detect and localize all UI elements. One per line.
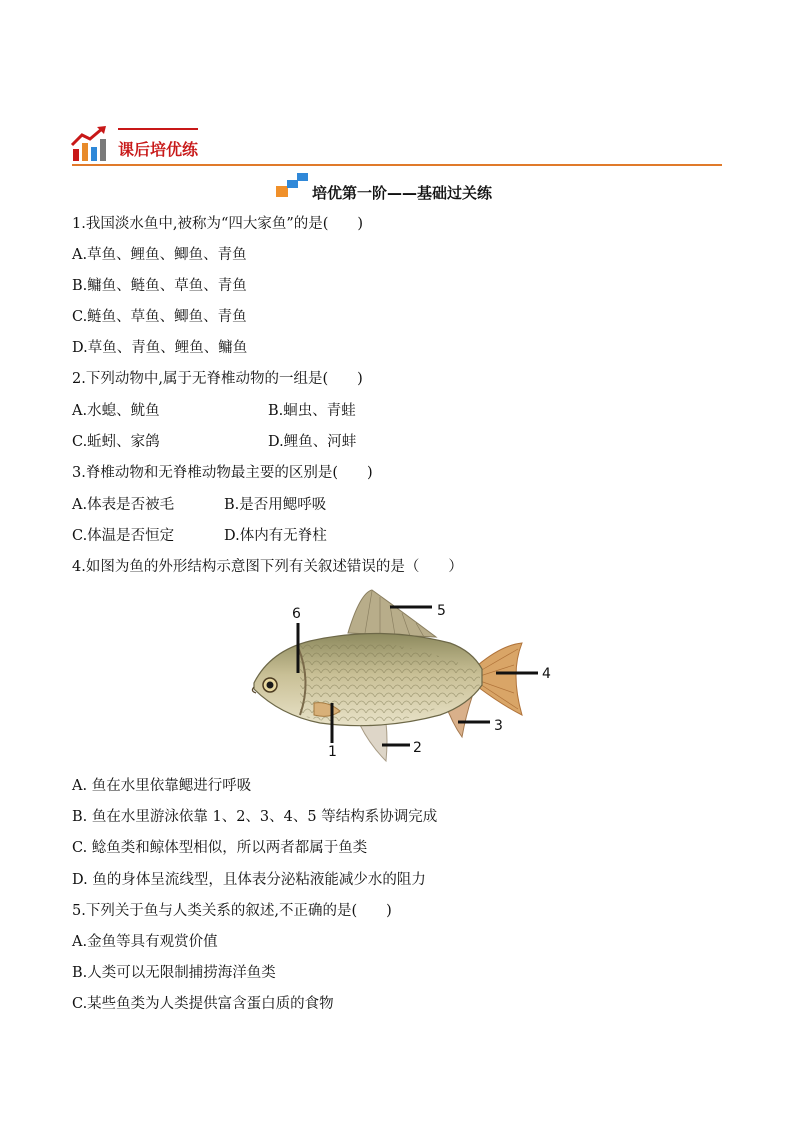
q3-option-a: A.体表是否被毛 bbox=[72, 497, 175, 513]
fish-diagram bbox=[240, 585, 560, 765]
fig-label-2: 2 bbox=[413, 740, 422, 756]
fig-label-4: 4 bbox=[542, 666, 551, 682]
q1-option-c: C.鲢鱼、草鱼、鲫鱼、青鱼 bbox=[72, 309, 247, 325]
caudal-fin bbox=[478, 643, 522, 715]
q1-option-b: B.鳙鱼、鲢鱼、草鱼、青鱼 bbox=[72, 278, 247, 294]
subheading: 培优第一阶——基础过关练 bbox=[312, 184, 493, 202]
q3-option-b: B.是否用鳃呼吸 bbox=[224, 497, 327, 513]
q5-option-b: B.人类可以无限制捕捞海洋鱼类 bbox=[72, 965, 276, 981]
q4-option-d: D. 鱼的身体呈流线型，且体表分泌粘液能减少水的阻力 bbox=[72, 872, 426, 888]
q5-option-a: A.金鱼等具有观赏价值 bbox=[72, 934, 218, 950]
q3-stem: 3.脊椎动物和无脊椎动物最主要的区别是( ) bbox=[72, 465, 373, 481]
q2-option-d: D.鲤鱼、河蚌 bbox=[268, 434, 357, 450]
fig-label-3: 3 bbox=[494, 718, 503, 734]
q1-stem: 1.我国淡水鱼中,被称为“四大家鱼”的是( ) bbox=[72, 216, 364, 232]
q5-option-c: C.某些鱼类为人类提供富含蛋白质的食物 bbox=[72, 996, 334, 1012]
chart-rising-icon bbox=[70, 125, 110, 163]
q4-stem: 4.如图为鱼的外形结构示意图下列有关叙述错误的是（ ） bbox=[72, 559, 463, 575]
header-rule bbox=[72, 164, 722, 166]
pelvic-fin bbox=[360, 723, 387, 761]
q2-option-a: A.水螅、鱿鱼 bbox=[72, 403, 160, 419]
header-short-rule bbox=[118, 128, 198, 130]
q1-option-a: A.草鱼、鲤鱼、鲫鱼、青鱼 bbox=[72, 247, 247, 263]
q3-option-c: C.体温是否恒定 bbox=[72, 528, 175, 544]
q1-option-d: D.草鱼、青鱼、鲤鱼、鳙鱼 bbox=[72, 340, 248, 356]
q2-stem: 2.下列动物中,属于无脊椎动物的一组是( ) bbox=[72, 371, 363, 387]
q5-stem: 5.下列关于鱼与人类关系的叙述,不正确的是( ) bbox=[72, 903, 392, 919]
q4-option-c: C. 鲶鱼类和鲸体型相似，所以两者都属于鱼类 bbox=[72, 840, 368, 856]
q4-option-a: A. 鱼在水里依靠鳃进行呼吸 bbox=[72, 778, 252, 794]
dorsal-fin bbox=[348, 590, 436, 637]
q2-option-c: C.蚯蚓、家鸽 bbox=[72, 434, 160, 450]
fig-label-1: 1 bbox=[328, 744, 337, 760]
fig-label-6: 6 bbox=[292, 606, 301, 622]
q3-option-d: D.体内有无脊柱 bbox=[224, 528, 327, 544]
q4-option-b: B. 鱼在水里游泳依靠 1、2、3、4、5 等结构系协调完成 bbox=[72, 809, 438, 825]
fig-label-5: 5 bbox=[437, 603, 446, 619]
q2-option-b: B.蛔虫、青蛙 bbox=[268, 403, 356, 419]
steps-icon bbox=[276, 172, 310, 198]
section-header-title: 课后培优练 bbox=[118, 140, 199, 159]
